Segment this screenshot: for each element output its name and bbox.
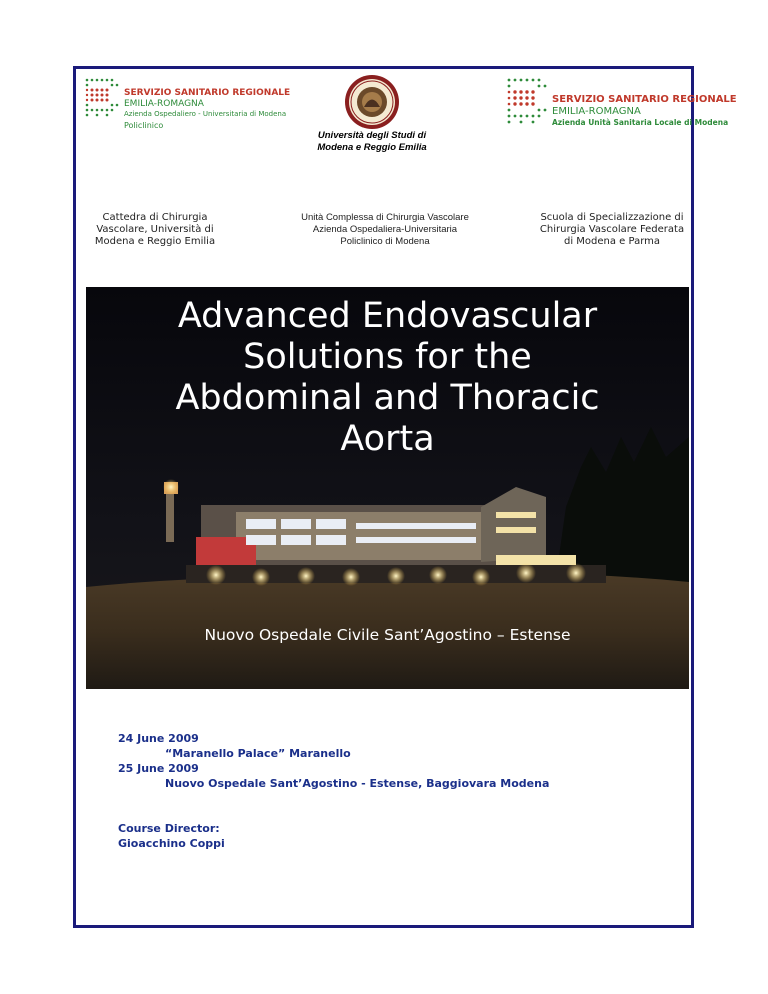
photo-caption: Nuovo Ospedale Civile Sant’Agostino – Estense [204,626,571,644]
schedule-day2: 25 June 2009 [118,762,199,775]
hospital-night-photo [86,287,689,689]
logo-left-line3: Azienda Ospedaliero - Universitaria di Modena [124,110,287,118]
ssr-policlinico-logo [84,77,291,137]
logo-left-line4: Policlinico [124,121,164,130]
schedule-day1: 24 June 2009 [118,732,199,745]
ssr-ausl-logo [506,77,737,137]
logo-right-line3: Azienda Unità Sanitaria Locale di Modena [552,118,729,127]
institution-middle [285,212,485,248]
institution-left [80,212,230,248]
institution-left-line: Modena e Reggio Emilia [94,236,216,247]
institution-middle-line: Azienda Ospedaliera-Universitaria [312,224,458,235]
dot-grid-icon [84,77,120,117]
university-name [284,130,460,154]
institution-right-line: Chirurgia Vascolare Federata [539,224,685,235]
schedule-venue2: Nuovo Ospedale Sant’Agostino - Estense, Baggiovara Modena [165,777,550,790]
logo-right-line1: SERVIZIO SANITARIO REGIONALE [552,94,737,105]
university-seal-icon [344,74,400,130]
course-director-label: Course Director: [118,822,220,835]
logo-right-line2: EMILIA-ROMAGNA [552,106,641,117]
institution-left-line: Cattedra di Chirurgia [102,212,208,223]
course-director-name: Gioacchino Coppi [118,837,225,850]
institution-right-line: di Modena e Parma [563,236,661,247]
schedule [118,731,549,791]
logo-left-line2: EMILIA-ROMAGNA [124,99,204,109]
logo-left-line1: SERVIZIO SANITARIO REGIONALE [124,88,291,98]
dot-grid-icon [506,77,548,125]
university-name-line1: Università degli Studi di [317,130,427,141]
course-title-line: Solutions for the [243,337,532,377]
course-title-line: Aorta [340,419,435,459]
course-title-line: Abdominal and Thoracic [175,378,600,418]
course-director [118,821,225,851]
schedule-venue1: “Maranello Palace” Maranello [165,747,351,760]
course-title-line: Advanced Endovascular [177,296,598,336]
institution-right-line: Scuola di Specializzazione di [540,212,684,223]
institution-right [532,212,692,248]
institution-middle-line: Policlinico di Modena [340,236,430,247]
institution-middle-line: Unità Complessa di Chirurgia Vascolare [301,212,469,223]
institution-left-line: Vascolare, Università di [96,224,214,235]
course-title [86,296,689,460]
university-name-line2: Modena e Reggio Emilia [317,142,427,153]
